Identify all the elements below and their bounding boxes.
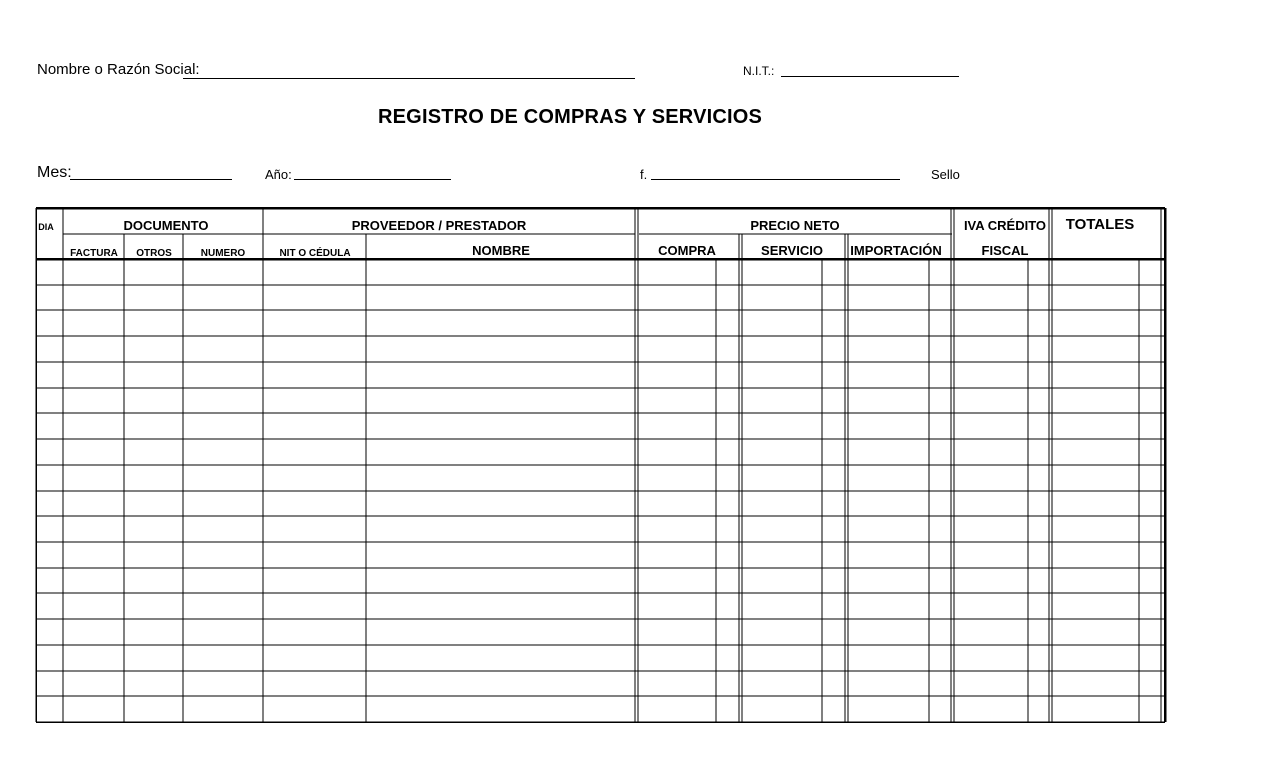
- col-otros-header: OTROS: [136, 248, 172, 259]
- sello-label: Sello: [931, 167, 960, 182]
- nit-label: N.I.T.:: [743, 64, 775, 78]
- col-factura-header: FACTURA: [70, 248, 118, 259]
- proveedor-group-header: PROVEEDOR / PRESTADOR: [351, 218, 527, 233]
- razon-social-label: Nombre o Razón Social:: [37, 61, 200, 78]
- col-importacion-header: IMPORTACIÓN: [850, 243, 942, 258]
- col-servicio-header: SERVICIO: [761, 243, 823, 258]
- col-numero-header: NUMERO: [200, 248, 246, 259]
- col-totales-header: TOTALES: [1065, 216, 1135, 233]
- documento-group-header: DOCUMENTO: [123, 218, 209, 233]
- col-nombre-header: NOMBRE: [472, 243, 530, 258]
- col-iva-header: IVA CRÉDITO: [963, 218, 1047, 233]
- col-compra-header: COMPRA: [658, 243, 716, 258]
- col-dia-header: DIA: [38, 222, 54, 232]
- precio-neto-group-header: PRECIO NETO: [750, 218, 840, 233]
- col-iva-header-fiscal: FISCAL: [981, 243, 1029, 258]
- mes-label: Mes:: [37, 164, 72, 181]
- col-nit-header: NIT O CÉDULA: [279, 248, 351, 259]
- firma-label: f.: [640, 167, 648, 182]
- anio-label: Año:: [265, 167, 292, 182]
- page-title: REGISTRO DE COMPRAS Y SERVICIOS: [378, 106, 763, 128]
